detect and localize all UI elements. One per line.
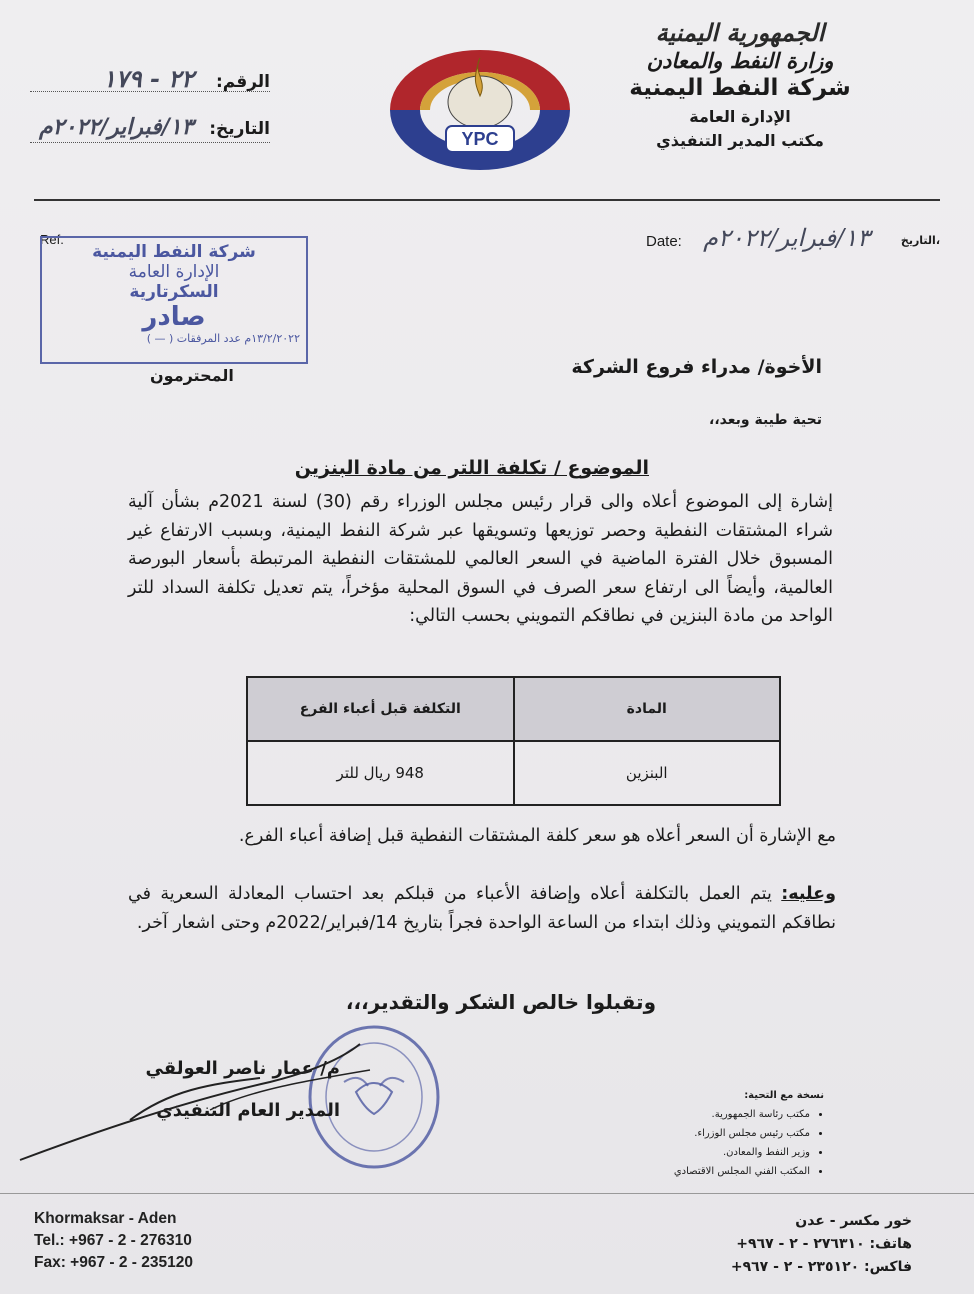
- date-label: التاريخ:: [209, 119, 270, 139]
- signatory-title: المدير العام التنفيذي: [156, 1100, 340, 1121]
- ref-en-label: Ref.: [40, 232, 64, 247]
- stamp-line-3: السكرتارية: [129, 282, 219, 302]
- recipient: الأخوة/ مدراء فروع الشركة: [571, 356, 822, 378]
- copies-list: [604, 1086, 824, 1181]
- subject: الموضوع / تكلفة اللتر من مادة البنزين: [294, 457, 649, 479]
- copies-title: نسخة مع التحية:: [744, 1090, 824, 1101]
- footer-ar-tel: هاتف: ٢٧٦٣١٠ - ٢ - ٩٦٧+: [736, 1236, 912, 1252]
- logo-text: YPC: [461, 129, 499, 149]
- table-header-material: المادة: [514, 677, 781, 741]
- footer-english: [34, 1208, 193, 1274]
- republic-name: الجمهورية اليمنية: [655, 18, 825, 47]
- header-date: [30, 114, 270, 140]
- ref-value: ٢٢ - ١٧٩: [102, 64, 195, 93]
- stamp-line-4: صادر: [142, 302, 206, 332]
- list-item: • المكتب الفني المجلس الاقتصادي: [604, 1162, 810, 1181]
- dateline: [640, 226, 940, 256]
- header-divider: [34, 199, 940, 201]
- stamp-line-2: الإدارة العامة: [128, 262, 220, 282]
- handwritten-signature: [10, 1020, 430, 1170]
- footer-en-fax: Fax: +967 - 2 - 235120: [34, 1254, 193, 1271]
- footer-en-tel: Tel.: +967 - 2 - 276310: [34, 1232, 192, 1249]
- table-cell-material: البنزين: [514, 741, 781, 805]
- table-header-cost: التكلفة قبل أعباء الفرع: [247, 677, 514, 741]
- signatory-name: م/ عمار ناصر العولقي: [145, 1058, 340, 1079]
- company-name: شركة النفط اليمنية: [629, 75, 851, 102]
- letterhead-arabic: [590, 18, 890, 151]
- footer-ar-fax: فاكس: ٢٣٥١٢٠ - ٢ - ٩٦٧+: [730, 1259, 912, 1275]
- stamp-line-5: ١٣/٢/٢٠٢٢م عدد المرفقات ( — ): [146, 332, 300, 345]
- note-paragraph: مع الإشارة أن السعر أعلاه هو سعر كلفة المشتقات النفطية قبل إضافة أعباء الفرع.: [238, 826, 836, 846]
- list-item: • مكتب رئاسة الجمهورية.: [604, 1105, 810, 1124]
- respected-label: المحترمون: [150, 366, 234, 385]
- dateline-ar-label: التاريخ،: [900, 234, 940, 247]
- ref-label: الرقم:: [215, 72, 270, 92]
- ref-dotted-line: [30, 91, 270, 93]
- closing: وتقبلوا خالص الشكر والتقدير،،،: [345, 990, 656, 1014]
- body-paragraph: إشارة إلى الموضوع أعلاه والى قرار رئيس مجلس الوزراء رقم (30) لسنة 2021م بشأن آلية شراء المشتقات النفطية وحصر توزيعها وتسويقها عبر شركة النفط اليمنية، وبسبب الارتفاع غير المسبوق خلال الفترة الماضية في السعر العالمي للمشتقات النفطية المرتبطة بأسعار البورصة العالمية، وأيضاً الى ارتفاع سعر الصرف في السوق المحلية مؤخراً، يتم تعديل تكلفة السداد للتر الواحد من مادة البنزين في نطاقكم التمويني بحسب التالي:: [128, 492, 834, 627]
- ypc-logo: [380, 40, 580, 180]
- footer-divider: [0, 1193, 974, 1194]
- footer-arabic: [731, 1210, 912, 1279]
- accordingly-paragraph: [128, 880, 836, 937]
- reference-number: [30, 64, 270, 93]
- accordingly-text: يتم العمل بالتكلفة أعلاه وإضافة الأعباء من قبلكم بعد احتساب المعادلة السعرية في نطاقكم التمويني وذلك ابتداء من الساعة الواحدة فجراً بتاريخ 14/فبراير/2022م وحتى اشعار آخر.: [128, 884, 836, 933]
- list-item: • وزير النفط والمعادن.: [604, 1143, 810, 1162]
- date-value: ١٣/فبراير/٢٠٢٢م: [39, 114, 194, 140]
- table-header-row: [247, 677, 780, 741]
- greeting: تحية طيبة وبعد،،: [709, 412, 822, 428]
- list-item: • مكتب رئيس مجلس الوزراء.: [604, 1124, 810, 1143]
- ministry-name: وزارة النفط والمعادن: [646, 49, 834, 73]
- cost-table: [246, 676, 781, 806]
- date-dotted-line: [30, 142, 270, 144]
- dateline-en-label: Date:: [646, 233, 682, 250]
- stamp-line-1: شركة النفط اليمنية: [92, 242, 256, 262]
- admin-name: الإدارة العامة: [689, 107, 791, 126]
- table-cell-cost: 948 ريال للتر: [247, 741, 514, 805]
- table-row: [247, 741, 780, 805]
- footer-ar-address: خور مكسر - عدن: [795, 1213, 912, 1229]
- accordingly-label: وعليه:: [781, 884, 836, 904]
- outgoing-stamp: [40, 236, 308, 364]
- office-name: مكتب المدير التنفيذي: [656, 131, 824, 150]
- dateline-handwritten: ١٣/فبراير/٢٠٢٢م: [703, 224, 870, 252]
- footer-en-address: Khormaksar - Aden: [34, 1210, 177, 1227]
